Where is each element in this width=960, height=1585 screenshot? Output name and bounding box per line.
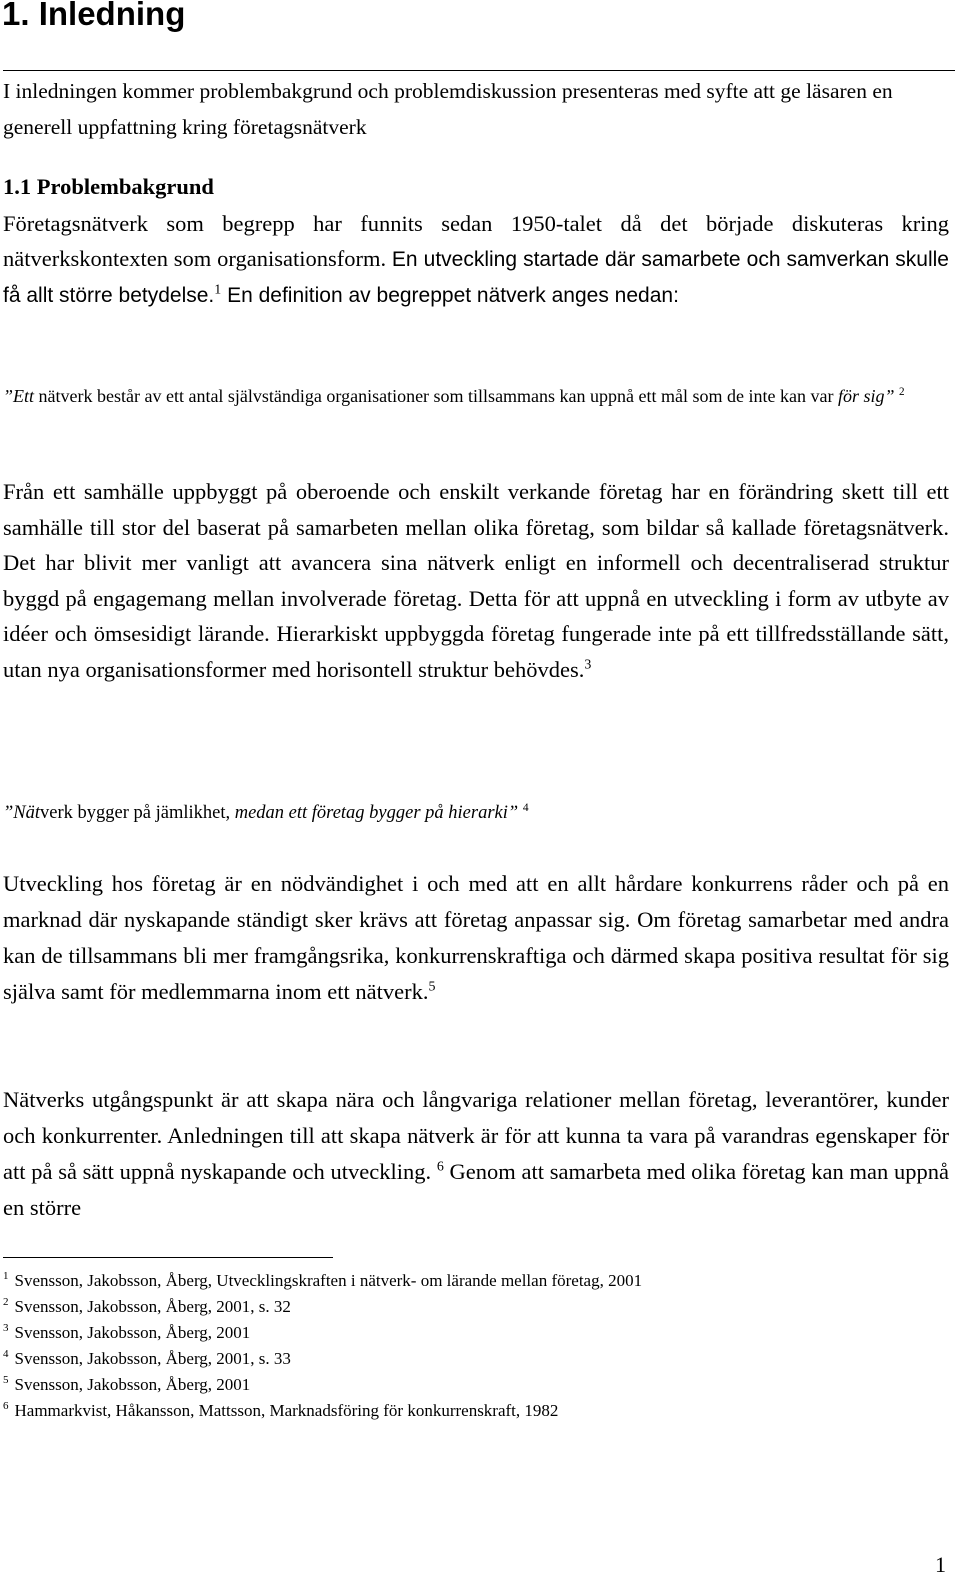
footnote-text: Hammarkvist, Håkansson, Mattsson, Marknadsföring för konkurrenskraft, 1982 <box>14 1401 559 1420</box>
paragraph-1-text: Företagsnätverk som begrepp har funnits sedan 1950-talet då det började diskuteras kring nätverkskontexten som organisationsform. <box>3 211 949 271</box>
quote-2-italic-start: Nät <box>13 803 41 823</box>
paragraph-1 <box>3 206 949 313</box>
footnote-text: Svensson, Jakobsson, Åberg, 2001 <box>14 1375 251 1394</box>
intro-paragraph: I inledningen kommer problembakgrund och problemdiskussion presenteras med syfte att ge läsaren en generell uppfattning kring företagsnätverk <box>3 79 893 139</box>
quote-1 <box>3 381 951 411</box>
page-number: 1 <box>935 1552 946 1577</box>
quote-2-open-mark: ” <box>3 803 14 823</box>
paragraph-3 <box>3 866 949 1010</box>
footnote-separator <box>3 1257 333 1258</box>
quote-1-italic-start: Ett <box>13 386 35 406</box>
quote-2-italic-end: medan ett företag bygger på hierarki <box>234 803 508 823</box>
footnote-item <box>3 1398 951 1424</box>
quote-1-close-mark: ” <box>884 386 895 406</box>
footnote-item <box>3 1320 951 1346</box>
quote-2 <box>3 798 951 828</box>
footnote-item <box>3 1294 951 1320</box>
quote-2-text: verk bygger på jämlikhet, <box>40 803 235 823</box>
footnote-number: 6 <box>3 1400 9 1413</box>
footnote-ref-3: 3 <box>584 657 592 672</box>
footnote-ref-5: 5 <box>428 979 436 995</box>
footnote-number: 3 <box>3 1322 9 1335</box>
quote-2-close-mark: ” <box>507 803 519 823</box>
quote-1-text: nätverk består av ett antal självständiga organisationer som tillsammans kan uppnå ett mål som de inte kan var <box>34 386 838 406</box>
paragraph-4 <box>3 1082 949 1226</box>
paragraph-3-text: Utveckling hos företag är en nödvändighet i och med att en allt hårdare konkurrens råder och på en marknad där nyskapande ständigt sker krävs att företag anpassar sig. Om företag samarbetar med andra kan de tillsammans bli mer framgångsrika, konkurrenskraftiga och därmed skapa positiva resultat för sig själva samt för medlemmarna inom ett nätverk. <box>3 871 949 1004</box>
footnote-number: 1 <box>3 1270 9 1283</box>
footnote-text: Svensson, Jakobsson, Åberg, 2001, s. 32 <box>14 1297 291 1316</box>
section-heading: 1.1 Problembakgrund <box>3 174 214 199</box>
paragraph-1-sans-text: En utveckling startade där samarbete och samverkan skulle få allt större betydelse. <box>3 248 949 307</box>
footnote-text: Svensson, Jakobsson, Åberg, Utvecklingskraften i nätverk- om lärande mellan företag, 2001 <box>14 1271 643 1290</box>
footnote-number: 2 <box>3 1296 9 1309</box>
footnote-text: Svensson, Jakobsson, Åberg, 2001 <box>14 1323 251 1342</box>
footnote-ref-6: 6 <box>436 1159 444 1175</box>
footnote-number: 4 <box>3 1348 9 1361</box>
footnote-text: Svensson, Jakobsson, Åberg, 2001, s. 33 <box>14 1349 291 1368</box>
chapter-title: Inledning <box>38 0 186 32</box>
chapter-heading <box>2 0 185 34</box>
paragraph-4-text: Nätverks utgångspunkt är att skapa nära och långvariga relationer mellan företag, leverantörer, kunder och konkurrenter. Anledningen till att skapa nätverk är för att kunna ta vara på varandras egenskaper för att på så sätt uppnå nyskapande och utveckling. <box>3 1087 949 1184</box>
quote-1-open-mark: ” <box>3 386 14 406</box>
paragraph-4-text-2: Genom att samarbeta med olika företag kan man uppnå en större <box>3 1159 949 1220</box>
paragraph-1-sans-text-2: En definition av begreppet nätverk anges nedan: <box>221 284 679 307</box>
footnote-item <box>3 1372 951 1398</box>
chapter-number: 1. <box>2 0 30 32</box>
quote-1-italic-end: för sig <box>837 386 885 406</box>
paragraph-2 <box>3 474 949 687</box>
footnote-item <box>3 1268 951 1294</box>
footnote-ref-4: 4 <box>522 801 529 814</box>
paragraph-2-text: Från ett samhälle uppbyggt på oberoende och enskilt verkande företag har en förändring skett till ett samhälle till stor del baserat på samarbeten mellan olika företag, som bildar så kallade företagsnätverk. Det har blivit mer vanligt att avancera sina nätverk enligt en informell och decentraliserad struktur byggd på engagemang mellan involverade företag. Detta för att uppnå en utveckling i form av utbyte av idéer och ömsesidigt lärande. Hierarkiskt uppbyggda företag fungerade inte på ett tillfredsställande sätt, utan nya organisationsformer med horisontell struktur behövdes. <box>3 479 949 682</box>
heading-rule <box>3 70 955 71</box>
footnotes <box>3 1268 951 1424</box>
footnote-ref-2: 2 <box>899 386 905 398</box>
footnote-number: 5 <box>3 1374 9 1387</box>
footnote-ref-1: 1 <box>214 282 222 298</box>
footnote-item <box>3 1346 951 1372</box>
